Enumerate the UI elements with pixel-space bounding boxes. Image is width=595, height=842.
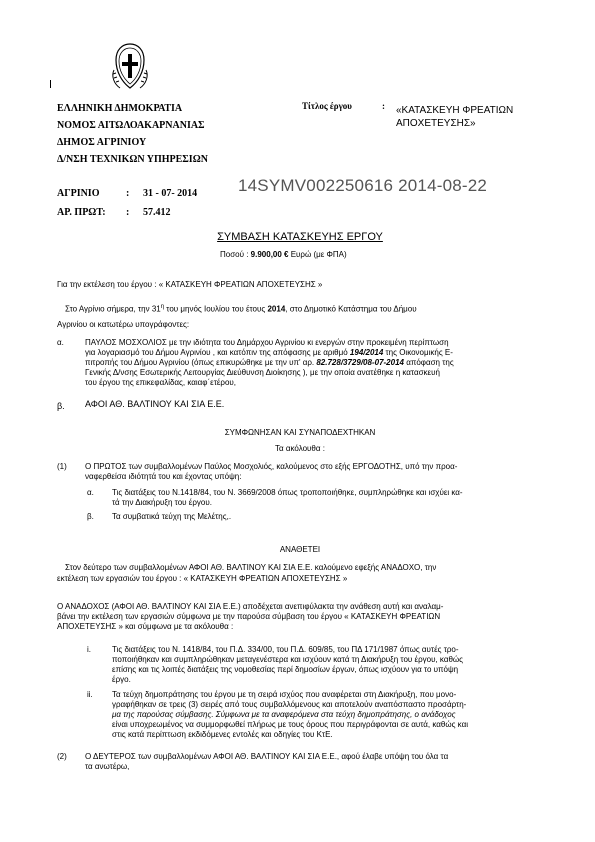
para-2-line-2: τα ανωτέρω, <box>85 762 130 771</box>
protocol-label: ΑΡ. ΠΡΩΤ: <box>57 207 106 218</box>
para-1b-text: Τα συμβατικά τεύχη της Μελέτης,. <box>112 512 232 521</box>
item-a-line-4: Γενικής Δ/νσης Εσωτερικής Λειτουργίας Διεύθυνση Διοίκησης ), με την οποία ανατέθηκε η κατασκευή <box>85 368 440 377</box>
title-colon: : <box>382 101 385 111</box>
para-2-text <box>85 752 545 772</box>
amount-suffix: Ευρώ (με ΦΠΑ) <box>290 250 347 259</box>
cond-ii-line-1: Τα τεύχη δημοπράτησης του έργου με τη σειρά ισχύος που αναφέρεται στη Διακήρυξη, που μονο- <box>112 690 457 699</box>
para-1a-line-1: Τις διατάξεις του Ν.1418/84, του Ν. 3669/2008 όπως τροποποιήθηκε, συμπληρώθηκε και ισχύει κα- <box>112 488 463 497</box>
item-a-text <box>85 338 545 388</box>
contractor-text <box>57 602 545 632</box>
cond-i-text <box>112 645 542 685</box>
item-a-line-2-post: της Οικονομικής Ε- <box>383 348 453 357</box>
place-text-3: , στο Δημοτικό Κατάστημα του Δήμου <box>285 304 417 314</box>
item-a-line-2 <box>85 348 545 358</box>
assign-line-2: εκτέλεση των εργασιών του έργου : « ΚΑΤΑΣΚΕΥΗ ΦΡΕΑΤΙΩΝ ΑΠΟΧΕΤΕΥΣΗΣ » <box>57 574 348 583</box>
item-a-line-5: του έργου της επικεφαλίδας, καιαφ΄ετέρου, <box>85 378 237 387</box>
item-a-line-3 <box>85 358 545 368</box>
para-1a-marker: α. <box>87 488 94 497</box>
para-1-text <box>85 462 545 482</box>
item-a-line-1: ΠΑΥΛΟΣ ΜΟΣΧΟΛΙΟΣ με την ιδιότητα του Δημάρχου Αγρινίου κι ενεργών στην προκειμένη περίπτωση <box>85 338 449 347</box>
protocol-colon: : <box>126 207 130 218</box>
item-b-text: ΑΦΟΙ ΑΘ. ΒΑΛΤΙΝΟΥ ΚΑΙ ΣΙΑ Ε.Ε. <box>85 399 225 409</box>
org-line-4: Δ/ΝΣΗ ΤΕΧΝΙΚΩΝ ΥΠΗΡΕΣΙΩΝ <box>57 154 208 165</box>
para-1a-text <box>112 488 542 508</box>
amount-label: Ποσού : <box>220 250 249 259</box>
org-line-3: ΔΗΜΟΣ ΑΓΡΙΝΙΟΥ <box>57 137 147 148</box>
ratification-number: 82.728/3729/08-07-2014 <box>316 358 404 367</box>
place-colon: : <box>126 188 130 199</box>
para-2-marker: (2) <box>57 752 67 761</box>
contractor-line-3: ΑΠΟΧΕΤΕΥΣΗΣ » και σύμφωνα με τα ακόλουθα : <box>57 622 234 631</box>
cond-i-line-2: ποποιήθηκαν και συμπληρώθηκαν μεταγενέστερα και ισχύουν κατά τη Διακήρυξη του έργου, καθώς <box>112 655 463 664</box>
amount-value: 9.900,00 € <box>250 250 289 259</box>
project-title-line-1: «ΚΑΤΑΣΚΕΥΗ ΦΡΕΑΤΙΩΝ <box>396 105 514 116</box>
cond-ii-line-3: μα της παρούσας σύμβασης. Σύμφωνα με τα αναφερόμενα στα τεύχη δημοπράτησης, ο ανάδοχος <box>112 710 456 719</box>
item-a-line-3-pre: πιτροπής του Δήμου Αγρινίου (όπως επικυρώθηκε με την υπ' αρ. <box>85 358 317 367</box>
greek-emblem-icon <box>108 40 152 92</box>
item-a-marker: α. <box>57 338 64 347</box>
org-line-1: ΕΛΛΗΝΙΚΗ ΔΗΜΟΚΡΑΤΙΑ <box>57 103 183 114</box>
assigns-heading: ΑΝΑΘΕΤΕΙ <box>279 545 321 554</box>
cond-ii-line-4: είναι υποχρεωμένος να συμμορφωθεί πλήρως με τους όρους που περιγράφονται σε αυτά, καθώς και <box>112 720 468 729</box>
project-title-line-2: ΑΠΟΧΕΤΕΥΣΗΣ» <box>396 118 476 129</box>
cond-i-line-4: έργο. <box>112 675 131 684</box>
cond-ii-line-5: στις κατά περίπτωση εκδιδόμενες εντολές και οδηγίες του ΚτΕ. <box>112 730 333 739</box>
org-header <box>57 102 247 166</box>
protocol-number: 57.412 <box>143 207 171 218</box>
place-text-1: Στο Αγρίνιο σήμερα, την 31 <box>65 304 161 314</box>
cond-i-line-3: επίσης και τις λοιπές διατάξεις της νομοθεσίας περί δημοσίων έργων, όπως ισχύουν για το υπόψη <box>112 665 459 674</box>
assign-line-1: Στον δεύτερο των συμβαλλομένων ΑΦΟΙ ΑΘ. ΒΑΛΤΙΝΟΥ ΚΑΙ ΣΙΑ Ε.Ε. καλούμενο εφεξής ΑΝΑΔΟΧΟ, την <box>65 563 437 572</box>
para-1b-marker: β. <box>87 512 94 521</box>
cond-ii-text <box>112 690 542 740</box>
cond-i-line-1: Τις διατάξεις του Ν. 1418/84, του Π.Δ. 334/00, του Π.Δ. 609/85, του ΠΔ 171/1987 όπως αυτές τρο- <box>112 645 459 654</box>
intro-line: Για την εκτέλεση του έργου : « ΚΑΤΑΣΚΕΥΗ ΦΡΕΑΤΙΩΝ ΑΠΟΧΕΤΕΥΣΗΣ » <box>57 280 323 289</box>
item-a-line-3-post: απόφαση της <box>403 358 454 367</box>
para-2-line-1: Ο ΔΕΥΤΕΡΟΣ των συμβαλλομένων ΑΦΟΙ ΑΘ. ΒΑΛΤΙΝΟΥ ΚΑΙ ΣΙΑ Ε.Ε., αφού έλαβε υπόψη του όλα τα <box>85 752 449 761</box>
title-label: Τίτλος έργου <box>302 101 352 111</box>
place-text-2: του μηνός Ιουλίου του έτους <box>164 304 268 314</box>
para-1-line-1: Ο ΠΡΩΤΟΣ των συμβαλλομένων Παύλος Μοσχολιός, καλούμενος στο εξής ΕΡΓΟΔΟΤΗΣ, υπό την προα- <box>85 462 458 471</box>
para-1-marker: (1) <box>57 462 67 471</box>
item-b-marker: β. <box>57 401 65 411</box>
ada-stamp: 14SYMV002250616 2014-08-22 <box>238 176 488 195</box>
margin-mark <box>50 80 51 88</box>
amount-line <box>220 250 470 260</box>
place-date-paragraph <box>65 302 545 315</box>
cond-ii-marker: ii. <box>87 690 93 699</box>
decision-number: 194/2014 <box>349 348 384 357</box>
contractor-line-2: βάνει την εκτέλεση των εργασιών σύμφωνα με την παρούσα σύμβαση του έργου « ΚΑΤΑΣΚΕΥΗ ΦΡΕΑΤΙΩΝ <box>57 612 441 621</box>
place-text-sup: η <box>160 304 165 310</box>
project-title <box>396 104 546 130</box>
cond-i-marker: i. <box>87 645 91 654</box>
org-line-2: ΝΟΜΟΣ ΑΙΤΩΛΟΑΚΑΡΝΑΝΙΑΣ <box>57 120 205 131</box>
item-a-line-2-pre: για λογαριασμό του Δήμου Αγρινίου , και κατόπιν της απόφασης με αριθμό <box>85 348 350 357</box>
contractor-line-1: Ο ΑΝΑΔΟΧΟΣ (ΑΦΟΙ ΑΘ. ΒΑΛΤΙΝΟΥ ΚΑΙ ΣΙΑ Ε.Ε.) αποδέχεται ανεπιφύλακτα την ανάθεση αυτή και αναλαμ- <box>57 602 444 611</box>
agreed-heading: ΣΥΜΦΩΝΗΣΑΝ ΚΑΙ ΣΥΝΑΠΟΔΕΧΤΗΚΑΝ <box>224 428 376 437</box>
place-label: ΑΓΡΙΝΙΟ <box>57 188 100 199</box>
contract-title: ΣΥΜΒΑΣΗ ΚΑΤΑΣΚΕΥΗΣ ΕΡΓΟΥ <box>217 231 383 243</box>
following-label: Τα ακόλουθα : <box>275 444 325 453</box>
signatories-line: Αγρινίου οι κατωτέρω υπογράφοντες: <box>57 320 190 329</box>
contract-date: 31 - 07- 2014 <box>143 188 198 199</box>
para-1a-line-2: τά την Διακήρυξη του έργου. <box>112 498 212 507</box>
place-text-year: 2014 <box>267 304 286 314</box>
cond-ii-line-2: γραφήθηκαν σε τρεις (3) σειρές από τους συμβαλλόμενους και αποτελούν αναπόσπαστο προσάρτη- <box>112 700 467 709</box>
para-1-line-2: ναφερθείσα ιδιότητά του και έχοντας υπόψη: <box>85 472 242 481</box>
